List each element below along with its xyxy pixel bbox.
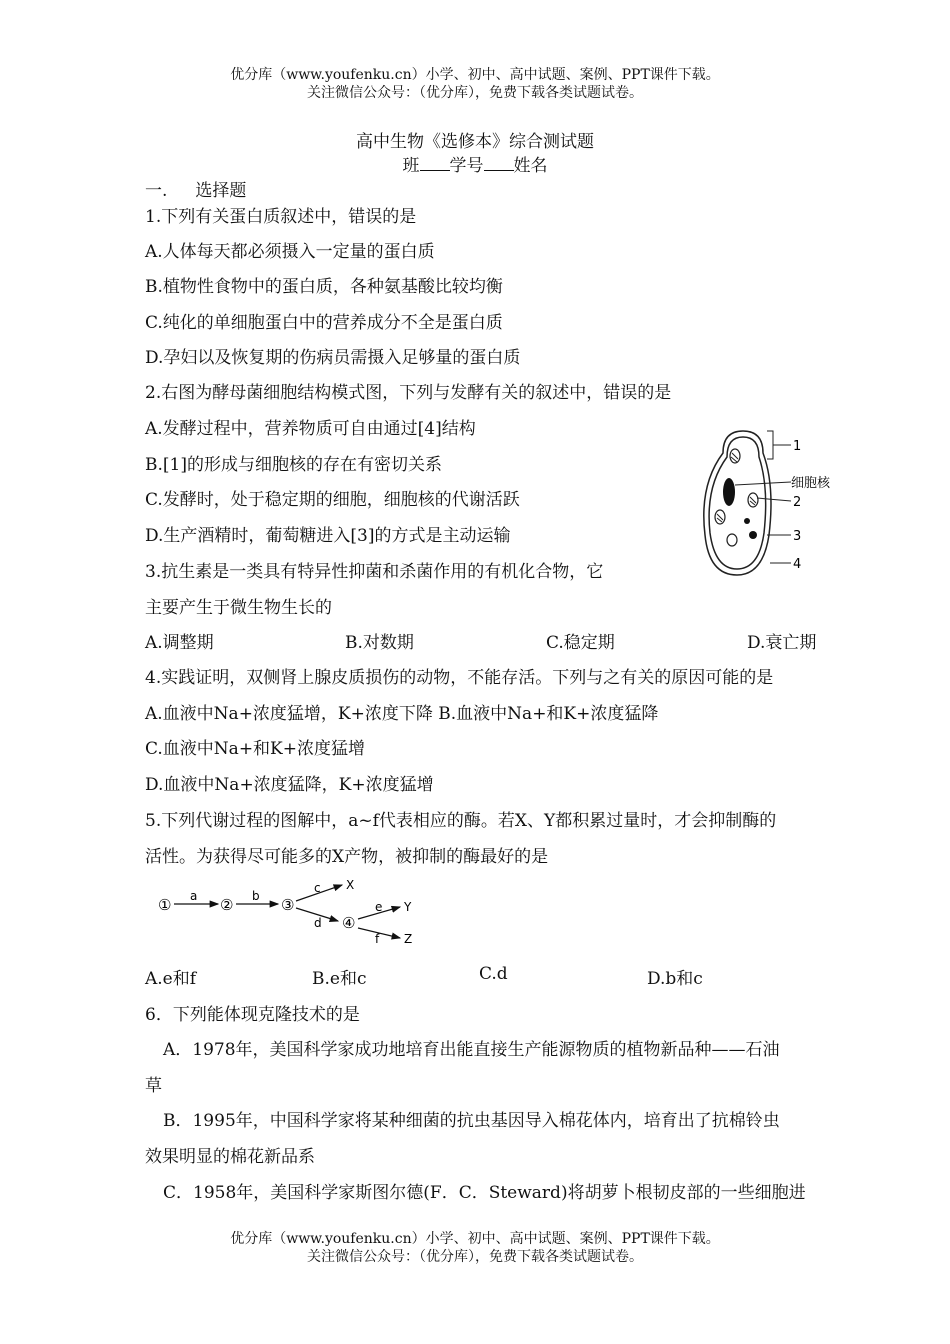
footer-line-2: 关注微信公众号：（优分库），免费下载各类试题试卷。 <box>307 1249 643 1265</box>
section-number: 一. <box>145 181 168 201</box>
class-blank[interactable] <box>420 156 450 171</box>
q6-option-b-line-2: 效果明显的棉花新品系 <box>145 1147 315 1167</box>
node-1: ① <box>158 896 172 914</box>
q6-option-a-line-1: A．1978年，美国科学家成功地培育出能直接生产能源物质的植物新品种——石油 <box>163 1040 780 1060</box>
exam-title: 高中生物《选修本》综合测试题 <box>356 132 594 152</box>
q6-option-b-line-1: B．1995年，中国科学家将某种细菌的抗虫基因导入棉花体内，培育出了抗棉铃虫 <box>163 1111 780 1131</box>
enzyme-e: e <box>375 900 383 914</box>
q5-option-b: B.e和c <box>312 969 367 989</box>
enzyme-b: b <box>252 889 260 903</box>
student-info-line <box>0 151 950 176</box>
number-label: 学号 <box>449 156 484 176</box>
q3-stem-line-1: 3.抗生素是一类具有特异性抑菌和杀菌作用的有机化合物，它 <box>145 562 604 582</box>
class-label: 班 <box>402 156 420 176</box>
label-1: 1 <box>793 439 802 454</box>
q2-option-a: A.发酵过程中，营养物质可自由通过[4]结构 <box>145 419 476 439</box>
q2-stem: 2.右图为酵母菌细胞结构模式图，下列与发酵有关的叙述中，错误的是 <box>145 383 672 403</box>
node-2: ② <box>220 896 234 914</box>
label-nucleus: 细胞核 <box>791 476 831 491</box>
enzyme-f: f <box>375 932 380 946</box>
organelle-left-2 <box>727 534 737 546</box>
product-x: X <box>346 878 355 892</box>
q5-option-c: C.d <box>479 964 508 984</box>
name-label: 姓名 <box>513 156 548 176</box>
label-2: 2 <box>793 495 802 510</box>
yeast-cell-diagram <box>695 425 845 585</box>
product-y: Y <box>404 900 412 914</box>
q1-option-a: A.人体每天都必须摄入一定量的蛋白质 <box>145 242 435 262</box>
nucleus-shape <box>723 478 735 506</box>
q1-option-c: C.纯化的单细胞蛋白中的营养成分不全是蛋白质 <box>145 313 503 333</box>
q4-stem: 4.实践证明，双侧肾上腺皮质损伤的动物，不能存活。下列与之有关的原因可能的是 <box>145 668 774 688</box>
q6-option-a-line-2: 草 <box>145 1076 162 1096</box>
section-heading <box>145 176 246 201</box>
q6-option-c-line-1: C．1958年，美国科学家斯图尔德(F．C．Steward)将胡萝卜根韧皮部的一些细胞进 <box>163 1183 806 1203</box>
vacuole-dot-2 <box>749 531 757 539</box>
q5-option-d: D.b和c <box>647 969 703 989</box>
enzyme-a: a <box>190 889 198 903</box>
q3-option-d: D.衰亡期 <box>747 633 817 653</box>
number-blank[interactable] <box>484 156 514 171</box>
q5-option-a: A.e和f <box>145 969 197 989</box>
q3-option-c: C.稳定期 <box>546 633 615 653</box>
q4-option-c: C.血液中Na+和K+浓度猛增 <box>145 739 366 759</box>
cell-wall-outline <box>704 431 771 575</box>
label-4: 4 <box>793 557 802 572</box>
q6-stem: 6．下列能体现克隆技术的是 <box>145 1005 360 1025</box>
enzyme-d: d <box>314 916 322 930</box>
enzyme-c: c <box>314 881 321 895</box>
q1-option-d: D.孕妇以及恢复期的伤病员需摄入足够量的蛋白质 <box>145 348 521 368</box>
q2-option-c: C.发酵时，处于稳定期的细胞，细胞核的代谢活跃 <box>145 490 520 510</box>
q3-option-a: A.调整期 <box>145 633 214 653</box>
q1-option-b: B.植物性食物中的蛋白质，各种氨基酸比较均衡 <box>145 277 503 297</box>
section-name: 选择题 <box>195 181 247 201</box>
q4-option-d: D.血液中Na+浓度猛降，K+浓度猛增 <box>145 775 434 795</box>
footer-line-1: 优分库（www.youfenku.cn）小学、初中、高中试题、案例、PPT课件下载。 <box>230 1231 720 1247</box>
header-line-1: 优分库（www.youfenku.cn）小学、初中、高中试题、案例、PPT课件下载。 <box>230 67 720 83</box>
q3-stem-line-2: 主要产生于微生物生长的 <box>145 598 332 618</box>
q4-options-a-b: A.血液中Na+浓度猛增，K+浓度下降 B.血液中Na+和K+浓度猛降 <box>145 704 659 724</box>
product-z: Z <box>404 932 413 946</box>
q5-stem-line-1: 5.下列代谢过程的图解中，a~f代表相应的酶。若X、Y都积累过量时，才会抑制酶的 <box>145 811 777 831</box>
node-4: ④ <box>342 914 356 932</box>
q2-option-b: B.[1]的形成与细胞核的存在有密切关系 <box>145 455 442 475</box>
q1-stem: 1.下列有关蛋白质叙述中，错误的是 <box>145 207 417 227</box>
bracket-1 <box>767 431 773 459</box>
header-line-2: 关注微信公众号：（优分库），免费下载各类试题试卷。 <box>307 85 643 101</box>
q2-option-d: D.生产酒精时，葡萄糖进入[3]的方式是主动运输 <box>145 526 511 546</box>
label-3: 3 <box>793 529 802 544</box>
q5-stem-line-2: 活性。为获得尽可能多的X产物，被抑制的酶最好的是 <box>145 847 549 867</box>
metabolic-pathway-diagram <box>150 875 430 950</box>
q3-option-b: B.对数期 <box>345 633 414 653</box>
node-3: ③ <box>281 896 295 914</box>
vacuole-dot-1 <box>744 518 750 524</box>
